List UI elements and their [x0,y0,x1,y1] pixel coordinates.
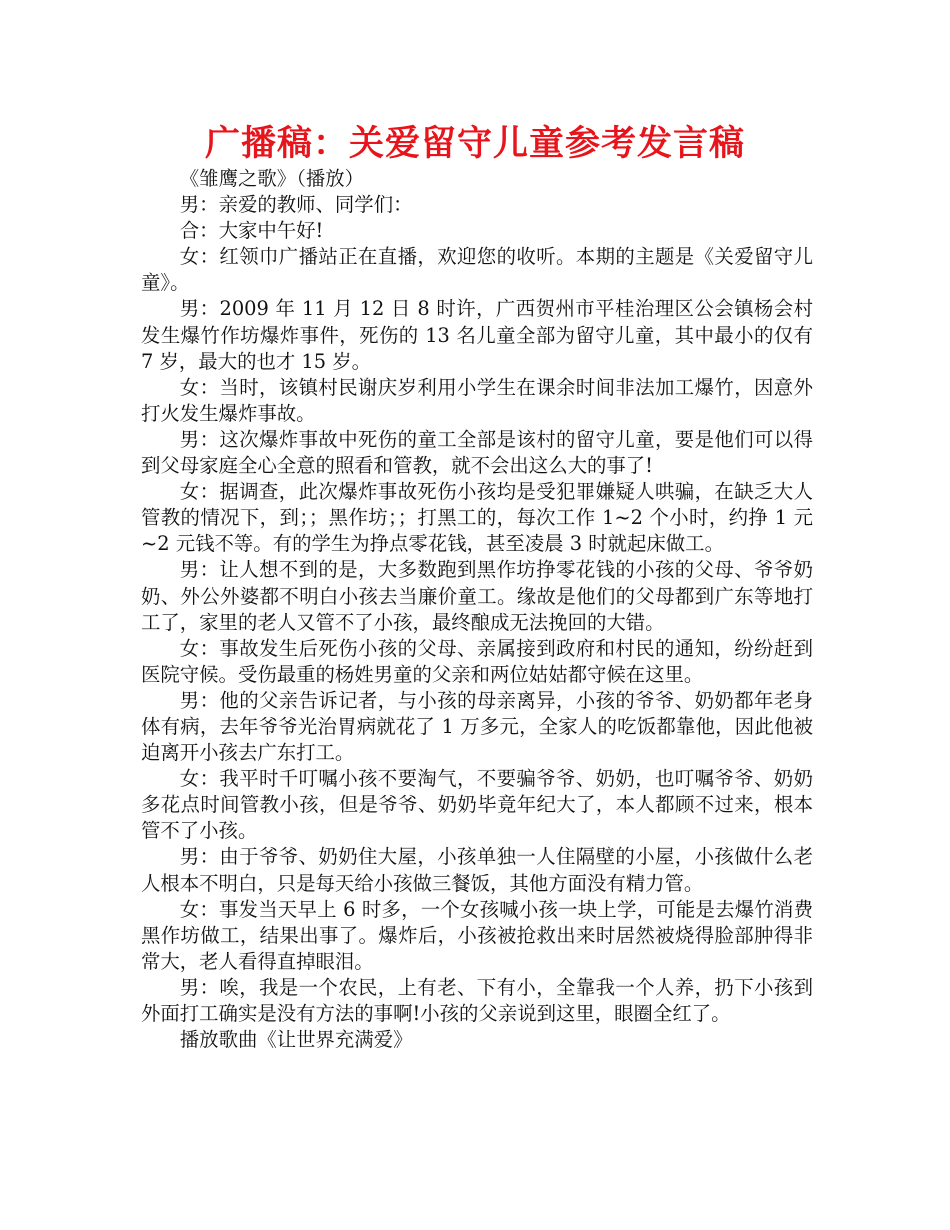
paragraph-song-intro: 《雏鹰之歌》（播放） [179,167,365,190]
paragraph: 女：红领巾广播站正在直播，欢迎您的收听。本期的主题是《关爱留守儿童》。 [141,245,813,295]
document-body [141,166,813,1053]
paragraph: 女：我平时千叮嘱小孩不要淘气，不要骗爷爷、奶奶，也叮嘱爷爷、奶奶多花点时间管教小孩，但是爷爷、奶奶毕竟年纪大了，本人都顾不过来，根本管不了小孩。 [141,767,813,843]
paragraph: 男：这次爆炸事故中死伤的童工全部是该村的留守儿童，要是他们可以得到父母家庭全心全意的照看和管教，就不会出这么大的事了! [141,427,813,478]
paragraph: 女：事发当天早上 6 时多，一个女孩喊小孩一块上学，可能是去爆竹消费黑作坊做工，结果出事了。爆炸后，小孩被抢救出来时居然被烧得脸部肿得非常大，老人看得直掉眼泪。 [141,897,813,973]
paragraph: 男：让人想不到的是，大多数跑到黑作坊挣零花钱的小孩的父母、爷爷奶奶、外公外婆都不明白小孩去当廉价童工。缘故是他们的父母都到广东等地打工了，家里的老人又管不了小孩，最终酿成无法挽回的大错。 [141,558,813,634]
paragraph: 女：事故发生后死伤小孩的父母、亲属接到政府和村民的通知，纷纷赶到医院守候。受伤最重的杨姓男童的父亲和两位姑姑都守候在这里。 [141,636,813,686]
paragraph: 女：据调查，此次爆炸事故死伤小孩均是受犯罪嫌疑人哄骗，在缺乏大人管教的情况下，到；；黑作坊；；打黑工的，每次工作 1~2 个小时，约挣 1 元~2 元钱不等。有的学生为挣点零花钱，甚至凌晨 3 时就起床做工。 [141,480,813,556]
document-title: 广播稿：关爱留守儿童参考发言稿 [204,124,745,164]
paragraph: 男：2009 年 11 月 12 日 8 时许，广西贺州市平桂治理区公会镇杨会村发生爆竹作坊爆炸事件，死伤的 13 名儿童全部为留守儿童，其中最小的仅有 7 岁，最大的也才 15 岁。 [141,297,813,373]
paragraph-song-outro: 播放歌曲《让世界充满爱》 [179,1028,413,1052]
paragraph: 男：由于爷爷、奶奶住大屋，小孩单独一人住隔壁的小屋，小孩做什么老人根本不明白，只是每天给小孩做三餐饭，其他方面没有精力管。 [141,845,813,895]
paragraph: 男：亲爱的教师、同学们： [179,193,413,217]
paragraph: 男：唉，我是一个农民，上有老、下有小，全靠我一个人养，扔下小孩到外面打工确实是没有方法的事啊!小孩的父亲说到这里，眼圈全红了。 [141,975,813,1025]
paragraph: 合：大家中午好! [179,219,324,243]
paragraph: 男：他的父亲告诉记者，与小孩的母亲离异，小孩的爷爷、奶奶都年老身体有病，去年爷爷光治胃病就花了 1 万多元，全家人的吃饭都靠他，因此他被迫离开小孩去广东打工。 [141,688,813,765]
paragraph: 女：当时，该镇村民谢庆岁利用小学生在课余时间非法加工爆竹，因意外打火发生爆炸事故。 [141,375,813,425]
